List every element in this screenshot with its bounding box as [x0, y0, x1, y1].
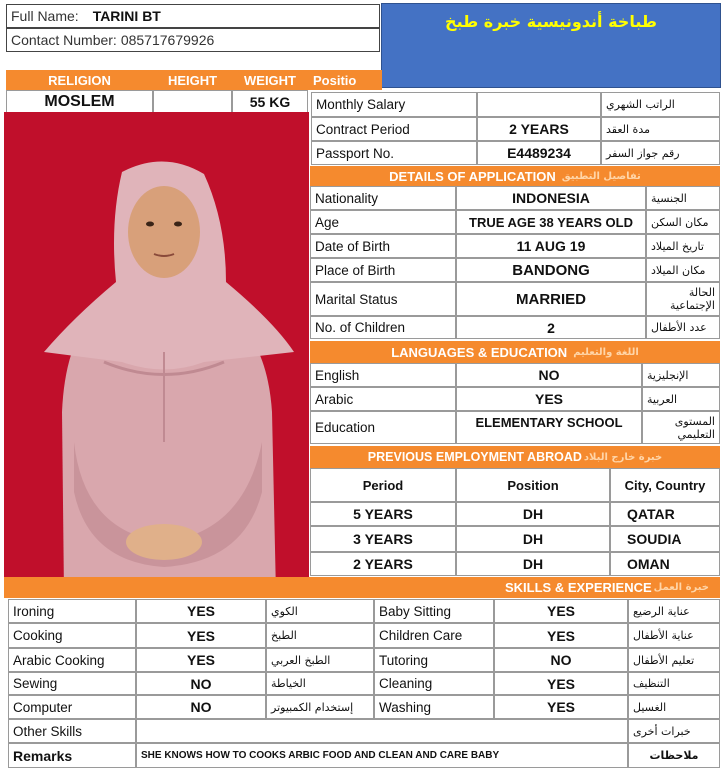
skill-ar-sewing: الخياطة [266, 672, 374, 695]
job-ar-passport: رقم جواز السفر [601, 141, 720, 165]
skill-value-tutoring: NO [494, 648, 628, 672]
skill-ar-tutoring: تعليم الأطفال [628, 648, 720, 672]
contact-value: 085717679926 [120, 32, 215, 48]
job-label-contract: Contract Period [311, 117, 477, 141]
skill-ar-cooking: الطبخ [266, 623, 374, 648]
religion-header: RELIGION [6, 70, 153, 90]
skill-ar-ironing: الكوي [266, 599, 374, 623]
detail-label-nationality: Nationality [310, 186, 456, 210]
job-ar-salary: الراتب الشهري [601, 92, 720, 117]
skill-value-washing: YES [494, 695, 628, 719]
lang-ar-education: المستوى التعليمي [642, 411, 720, 444]
skills-title-ar: خبرة العمل [653, 582, 709, 593]
employment-position-1: DH [456, 502, 610, 526]
lang-label-arabic: Arabic [310, 387, 456, 411]
skill-value-cooking: YES [136, 623, 266, 648]
skill-ar-computer: إستخدام الكمبيوتر [266, 695, 374, 719]
skill-value-baby-sitting: YES [494, 599, 628, 623]
lang-label-english: English [310, 363, 456, 387]
detail-ar-age: مكان السكن [646, 210, 720, 234]
religion-value: MOSLEM [6, 90, 153, 114]
weight-header: WEIGHT [232, 70, 308, 90]
employment-position-3: DH [456, 552, 610, 576]
employment-section-header [310, 446, 720, 468]
lang-value-arabic: YES [456, 387, 642, 411]
full-name-row [6, 4, 380, 28]
detail-value-children: 2 [456, 316, 646, 339]
detail-value-marital: MARRIED [456, 282, 646, 316]
job-label-passport: Passport No. [311, 141, 477, 165]
skills-title: SKILLS & EXPERIENCE [505, 580, 652, 595]
other-skills-label: Other Skills [8, 719, 136, 743]
skill-label-computer: Computer [8, 695, 136, 719]
employment-period-1: 5 YEARS [310, 502, 456, 526]
languages-title-ar: اللغة والتعليم [573, 346, 639, 358]
skill-ar-baby-sitting: عناية الرضيع [628, 599, 720, 623]
employment-country-2: SOUDIA [610, 526, 720, 552]
employment-title: PREVIOUS EMPLOYMENT ABROAD [367, 450, 582, 464]
employment-period-2: 3 YEARS [310, 526, 456, 552]
detail-ar-marital: الحالة الإجتماعية [646, 282, 720, 316]
height-header: HEIGHT [153, 70, 232, 90]
details-section-header [310, 166, 720, 186]
remarks-value: SHE KNOWS HOW TO COOKS ARBIC FOOD AND CLEAN AND CARE BABY [136, 743, 628, 768]
skill-value-computer: NO [136, 695, 266, 719]
skill-ar-washing: الغسيل [628, 695, 720, 719]
height-value [153, 90, 232, 114]
lang-ar-english: الإنجليزية [642, 363, 720, 387]
skill-label-arabic-cooking: Arabic Cooking [8, 648, 136, 672]
title-banner [381, 3, 721, 88]
languages-title: LANGUAGES & EDUCATION [391, 344, 568, 360]
skill-label-children-care: Children Care [374, 623, 494, 648]
detail-value-nationality: INDONESIA [456, 186, 646, 210]
languages-section-header [310, 341, 720, 363]
employment-position-2: DH [456, 526, 610, 552]
skill-value-children-care: YES [494, 623, 628, 648]
skill-ar-arabic-cooking: الطبخ العربي [266, 648, 374, 672]
employment-period-3: 2 YEARS [310, 552, 456, 576]
detail-label-dob: Date of Birth [310, 234, 456, 258]
skills-section-header [4, 577, 720, 598]
other-skills-ar: خبرات أخرى [628, 719, 720, 743]
lang-label-education: Education [310, 411, 456, 444]
job-value-salary [477, 92, 601, 117]
details-title: DETAILS OF APPLICATION [389, 168, 556, 184]
detail-ar-pob: مكان الميلاد [646, 258, 720, 282]
applicant-photo-figure [4, 112, 309, 594]
detail-value-dob: 11 AUG 19 [456, 234, 646, 258]
contact-label: Contact Number: [11, 32, 117, 48]
detail-ar-nationality: الجنسية [646, 186, 720, 210]
skill-value-cleaning: YES [494, 672, 628, 695]
job-value-contract: 2 YEARS [477, 117, 601, 141]
detail-label-age: Age [310, 210, 456, 234]
detail-ar-dob: تاريخ الميلاد [646, 234, 720, 258]
remarks-label: Remarks [8, 743, 136, 768]
detail-value-pob: BANDONG [456, 258, 646, 282]
skill-ar-children-care: عناية الأطفال [628, 623, 720, 648]
job-value-passport: E4489234 [477, 141, 601, 165]
detail-ar-children: عدد الأطفال [646, 316, 720, 339]
detail-value-age: TRUE AGE 38 YEARS OLD [456, 210, 646, 234]
lang-value-education: ELEMENTARY SCHOOL [456, 411, 642, 444]
other-skills-value [136, 719, 628, 743]
skill-value-ironing: YES [136, 599, 266, 623]
skill-label-cooking: Cooking [8, 623, 136, 648]
skill-value-sewing: NO [136, 672, 266, 695]
detail-label-pob: Place of Birth [310, 258, 456, 282]
employment-country-3: OMAN [610, 552, 720, 576]
employment-country-1: QATAR [610, 502, 720, 526]
job-label-salary: Monthly Salary [311, 92, 477, 117]
skill-label-ironing: Ironing [8, 599, 136, 623]
skill-value-arabic-cooking: YES [136, 648, 266, 672]
detail-label-marital: Marital Status [310, 282, 456, 316]
lang-value-english: NO [456, 363, 642, 387]
details-title-ar: تفاصيل التطبيق [561, 170, 641, 182]
skill-label-cleaning: Cleaning [374, 672, 494, 695]
position-header: Positio [308, 70, 382, 90]
skill-ar-cleaning: التنظيف [628, 672, 720, 695]
applicant-photo [4, 112, 309, 594]
banner-title: طباخة أندونيسية خبرة طبخ [445, 12, 657, 31]
employment-title-ar: خبرة خارج البلاد [583, 451, 663, 463]
employment-header-position: Position [456, 468, 610, 502]
full-name-value: TARINI BT [92, 8, 161, 24]
detail-label-children: No. of Children [310, 316, 456, 339]
lang-ar-arabic: العربية [642, 387, 720, 411]
employment-header-country: City, Country [610, 468, 720, 502]
weight-value: 55 KG [232, 90, 308, 114]
job-ar-contract: مدة العقد [601, 117, 720, 141]
contact-row [6, 28, 380, 52]
skill-label-tutoring: Tutoring [374, 648, 494, 672]
remarks-ar: ملاحظات [628, 743, 720, 768]
employment-header-period: Period [310, 468, 456, 502]
skill-label-baby-sitting: Baby Sitting [374, 599, 494, 623]
full-name-label: Full Name: [11, 8, 79, 24]
skill-label-sewing: Sewing [8, 672, 136, 695]
skill-label-washing: Washing [374, 695, 494, 719]
